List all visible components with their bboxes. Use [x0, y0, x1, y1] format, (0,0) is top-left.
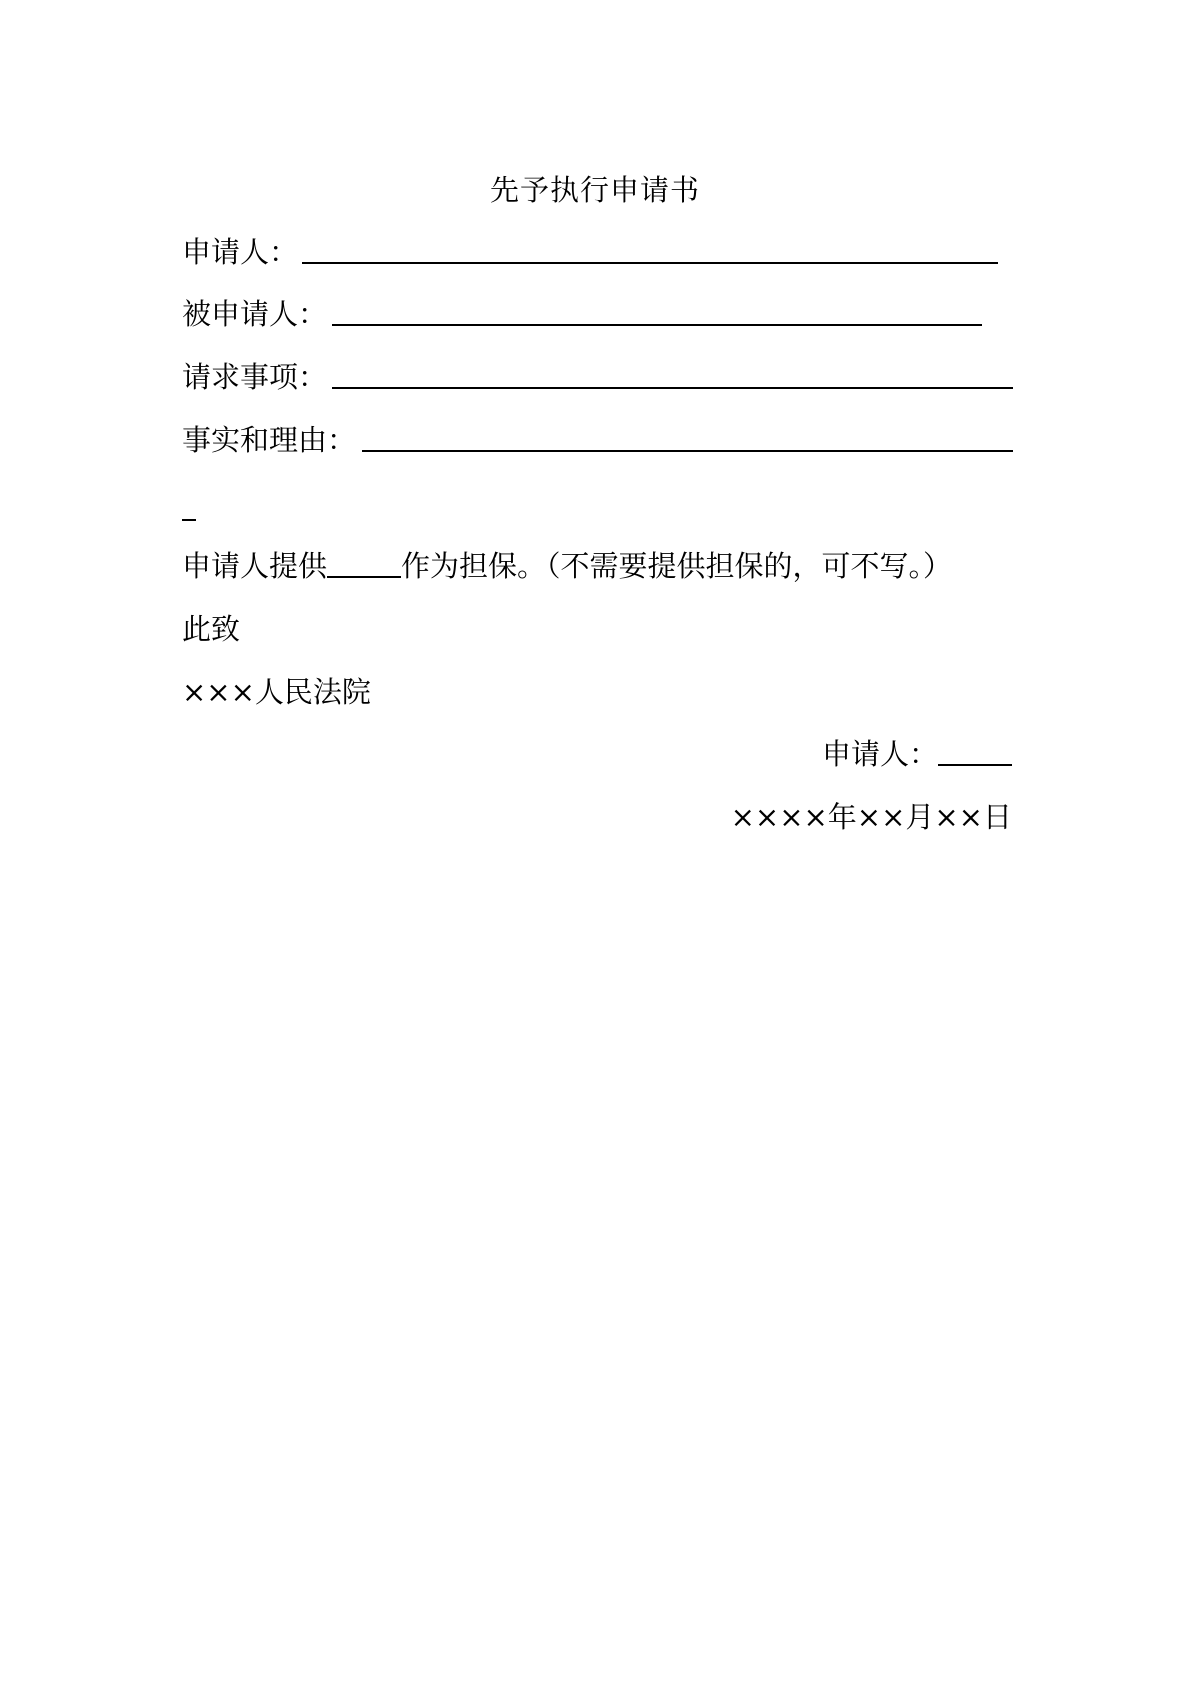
applicant-blank[interactable] — [302, 262, 998, 264]
applicant-row — [182, 232, 298, 272]
court-name: ×××人民法院 — [182, 675, 371, 709]
facts-row — [182, 420, 356, 460]
claims-blank[interactable] — [332, 387, 1013, 389]
signature-row — [822, 734, 1012, 774]
signature-label: 申请人： — [821, 737, 938, 771]
guarantee-blank[interactable] — [327, 546, 401, 578]
respondent-label: 被申请人： — [182, 297, 328, 331]
signature-blank[interactable] — [938, 734, 1012, 766]
claims-row — [182, 357, 327, 397]
guarantee-suffix: 作为担保。（不需要提供担保的，可不写。） — [401, 549, 953, 583]
respondent-row — [182, 294, 327, 334]
facts-blank[interactable] — [362, 450, 1013, 452]
document-date: ××××年××月××日 — [730, 800, 1012, 834]
claims-label: 请求事项： — [182, 360, 328, 394]
facts-label: 事实和理由： — [182, 423, 357, 457]
guarantee-prefix: 申请人提供 — [182, 549, 328, 583]
salutation: 此致 — [182, 612, 241, 646]
respondent-blank[interactable] — [332, 324, 982, 326]
document-title: 先予执行申请书 — [489, 173, 700, 207]
facts-continuation-blank[interactable] — [182, 519, 196, 521]
guarantee-row — [182, 546, 952, 586]
applicant-label: 申请人： — [182, 235, 299, 269]
